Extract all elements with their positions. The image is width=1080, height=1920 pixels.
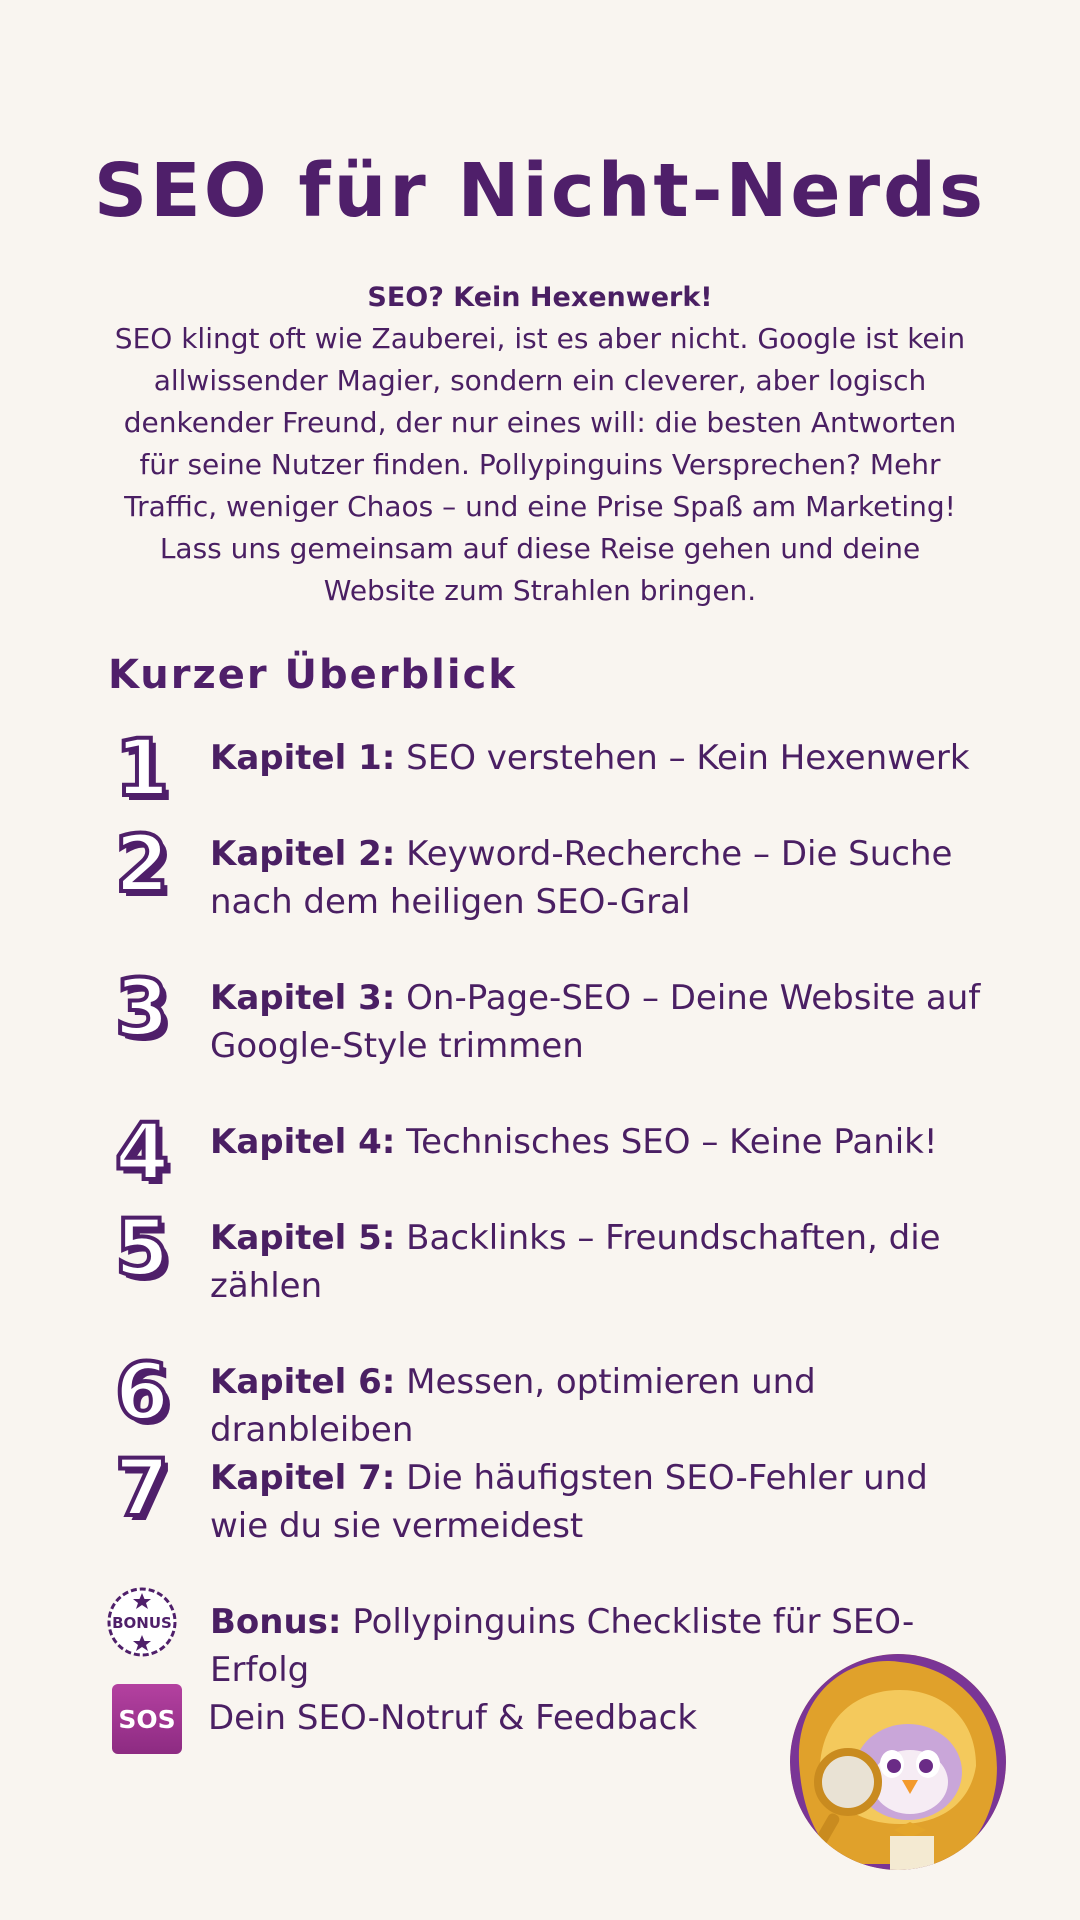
chapter-4-text [210, 1118, 986, 1166]
chapter-2-title: Keyword-Recherche – Die Suche nach dem heiligen SEO-Gral [210, 834, 953, 922]
intro [100, 278, 980, 612]
bonus-badge-icon [106, 1586, 178, 1658]
chapter-2-text [210, 830, 986, 926]
sos-icon: SOS [112, 1684, 182, 1754]
chapter-4-title: Technisches SEO – Keine Panik! [406, 1122, 938, 1162]
bonus-label: Bonus: [210, 1602, 342, 1642]
chapter-3-label: Kapitel 3: [210, 978, 396, 1018]
intro-text: SEO klingt oft wie Zauberei, ist es aber nicht. Google ist kein allwissender Magier, sondern ein cleverer, aber logisch denkender Freund, der nur eines will: die besten Antworten für seine Nutzer finden. Pollypinguins Versprechen? Mehr Traffic, weniger Chaos – und eine Prise Spaß am Marketing! Lass uns gemeinsam auf diese Reise gehen und deine Website zum Strahlen bringen. [114, 322, 966, 607]
chapter-3 [106, 964, 986, 1070]
mascot-penguin-image [790, 1654, 1006, 1870]
chapter-7 [106, 1444, 986, 1550]
chapter-5 [106, 1204, 986, 1310]
chapter-6-text [210, 1358, 986, 1454]
number-3-icon: 3 [114, 964, 170, 1054]
chapter-2-label: Kapitel 2: [210, 834, 396, 874]
chapter-5-title: Backlinks – Freundschaften, die zählen [210, 1218, 941, 1306]
chapter-7-text [210, 1454, 986, 1550]
chapter-4 [106, 1108, 986, 1198]
chapter-2 [106, 820, 986, 926]
chapter-6-title: Messen, optimieren und dranbleiben [210, 1362, 816, 1450]
chapter-1 [106, 724, 986, 814]
number-5-icon: 5 [114, 1204, 170, 1294]
page-title: SEO für Nicht-Nerds [93, 148, 987, 234]
chapter-7-label: Kapitel 7: [210, 1458, 396, 1498]
bonus-title: Pollypinguins Checkliste für SEO-Erfolg [210, 1602, 915, 1690]
chapter-3-title: On-Page-SEO – Deine Website auf Google-Style trimmen [210, 978, 981, 1066]
chapter-3-text [210, 974, 986, 1070]
chapter-4-label: Kapitel 4: [210, 1122, 396, 1162]
chapter-6 [106, 1348, 986, 1454]
number-4-icon: 4 [114, 1108, 170, 1198]
number-1-icon: 1 [114, 724, 170, 814]
number-7-icon: 7 [114, 1444, 170, 1534]
overview-heading: Kurzer Überblick [108, 652, 517, 698]
chapter-1-text [210, 734, 986, 782]
number-2-icon: 2 [114, 820, 170, 910]
number-6-icon: 6 [114, 1348, 170, 1438]
chapter-5-text [210, 1214, 986, 1310]
sos-text: Dein SEO-Notruf & Feedback [208, 1698, 698, 1738]
chapter-1-title: SEO verstehen – Kein Hexenwerk [406, 738, 970, 778]
chapter-5-label: Kapitel 5: [210, 1218, 396, 1258]
chapter-1-label: Kapitel 1: [210, 738, 396, 778]
bonus-badge-label: BONUS [112, 1614, 172, 1632]
chapter-6-label: Kapitel 6: [210, 1362, 396, 1402]
intro-heading: SEO? Kein Hexenwerk! [367, 282, 713, 313]
chapter-7-title: Die häufigsten SEO-Fehler und wie du sie vermeidest [210, 1458, 928, 1546]
